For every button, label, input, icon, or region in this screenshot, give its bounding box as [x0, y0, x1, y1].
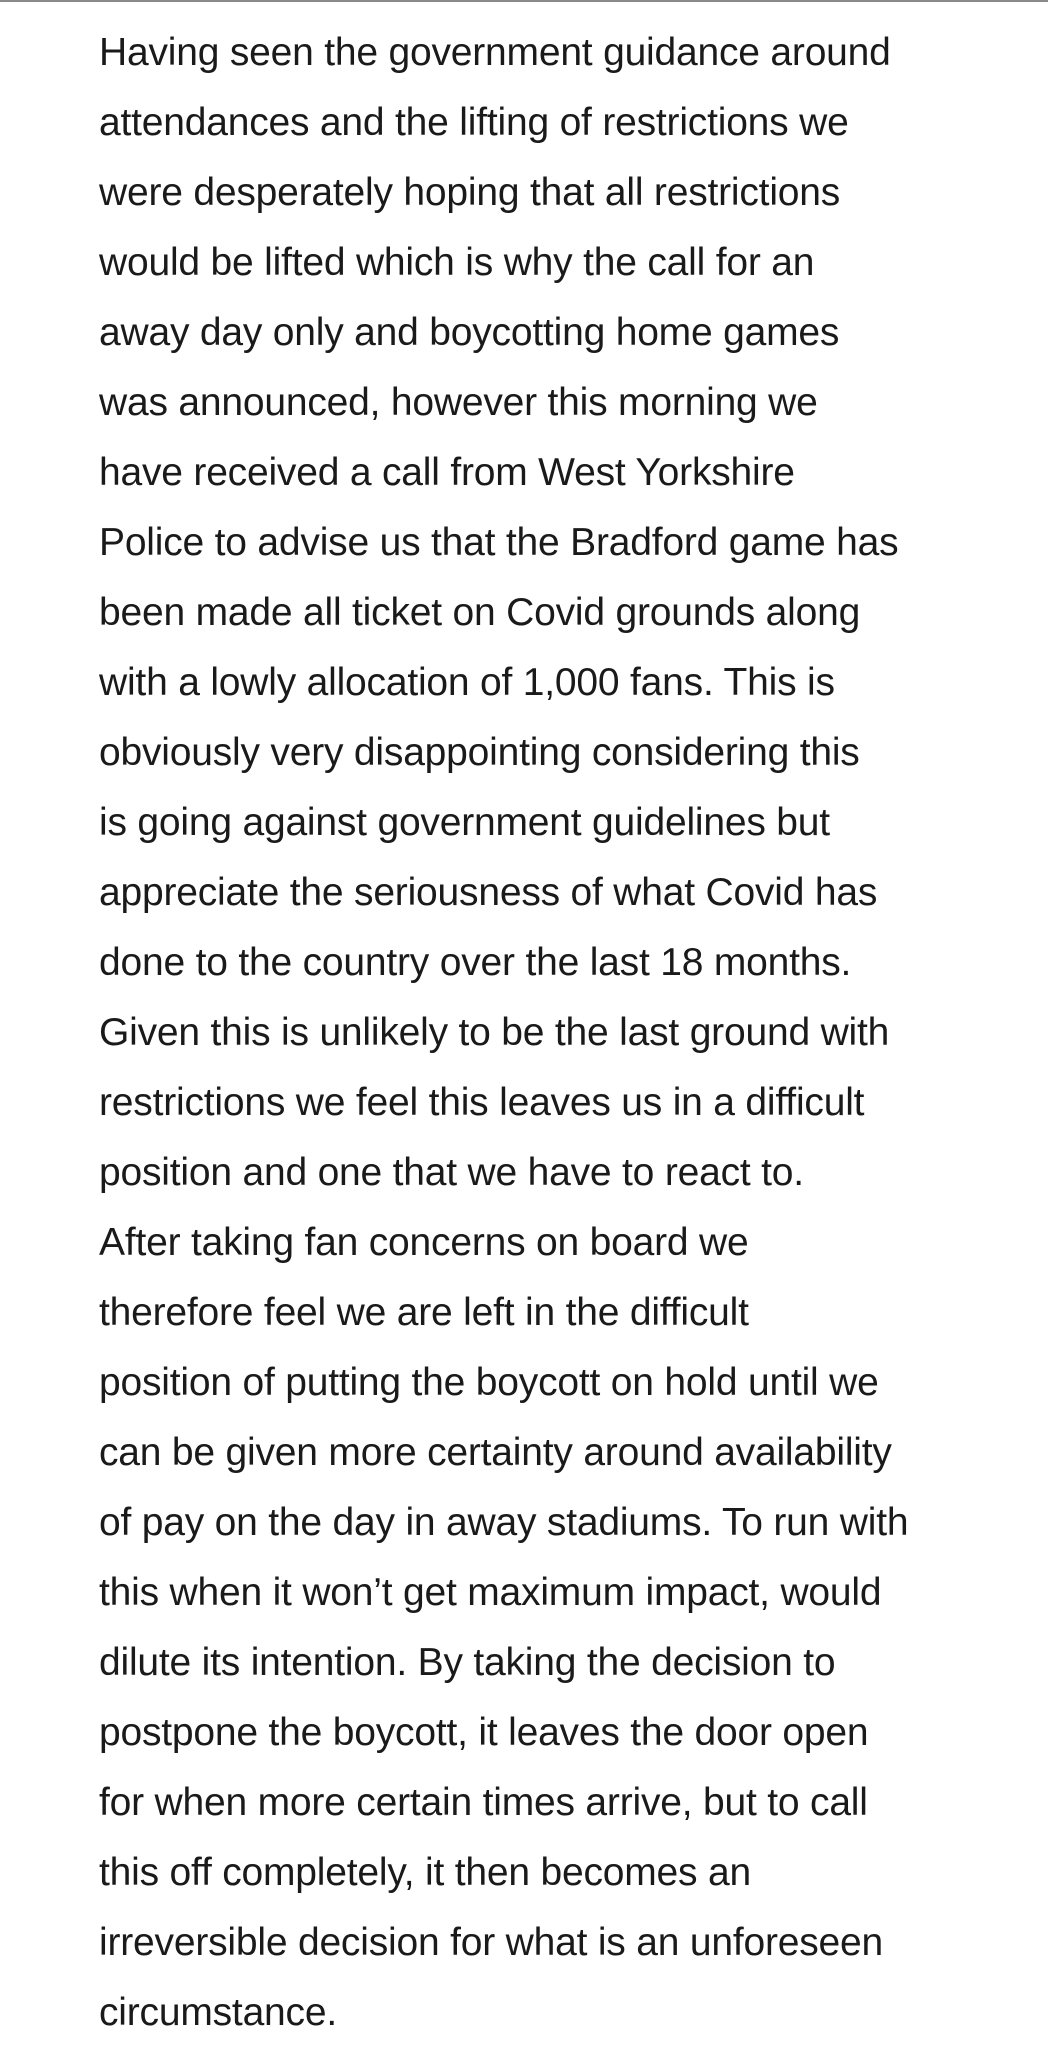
paragraph-line: After taking fan concerns on board we — [99, 1221, 749, 1264]
paragraph-line: Given this is unlikely to be the last ground with — [99, 1011, 890, 1054]
article-paragraph — [99, 18, 999, 2048]
paragraph-line: circumstance. — [99, 1991, 337, 2034]
paragraph-line: Having seen the government guidance around — [99, 31, 891, 74]
paragraph-line: appreciate the seriousness of what Covid has — [99, 871, 878, 914]
top-divider — [0, 0, 1048, 2]
paragraph-line: for when more certain times arrive, but to call — [99, 1781, 868, 1824]
paragraph-line: done to the country over the last 18 months. — [99, 941, 852, 984]
paragraph-line: with a lowly allocation of 1,000 fans. This is — [99, 661, 835, 704]
paragraph-line: is going against government guidelines but — [99, 801, 830, 844]
paragraph-line: was announced, however this morning we — [99, 381, 818, 424]
paragraph-line: obviously very disappointing considering this — [99, 731, 860, 774]
paragraph-line: position of putting the boycott on hold until we — [99, 1361, 879, 1404]
paragraph-line: have received a call from West Yorkshire — [99, 451, 795, 494]
paragraph-line: restrictions we feel this leaves us in a difficult — [99, 1081, 865, 1124]
paragraph-line: this off completely, it then becomes an — [99, 1851, 751, 1894]
paragraph-line: position and one that we have to react to. — [99, 1151, 804, 1194]
paragraph-line: were desperately hoping that all restrictions — [99, 171, 841, 214]
paragraph-line: been made all ticket on Covid grounds along — [99, 591, 861, 634]
paragraph-line: attendances and the lifting of restrictions we — [99, 101, 849, 144]
paragraph-line: of pay on the day in away stadiums. To run with — [99, 1501, 909, 1544]
paragraph-line: this when it won’t get maximum impact, would — [99, 1571, 882, 1614]
paragraph-line: would be lifted which is why the call for an — [99, 241, 815, 284]
paragraph-line: away day only and boycotting home games — [99, 311, 840, 354]
paragraph-line: dilute its intention. By taking the decision to — [99, 1641, 836, 1684]
paragraph-line: can be given more certainty around availability — [99, 1431, 892, 1474]
paragraph-line: irreversible decision for what is an unforeseen — [99, 1921, 884, 1964]
paragraph-line: therefore feel we are left in the difficult — [99, 1291, 749, 1334]
paragraph-line: postpone the boycott, it leaves the door open — [99, 1711, 869, 1754]
paragraph-line: Police to advise us that the Bradford game has — [99, 521, 899, 564]
